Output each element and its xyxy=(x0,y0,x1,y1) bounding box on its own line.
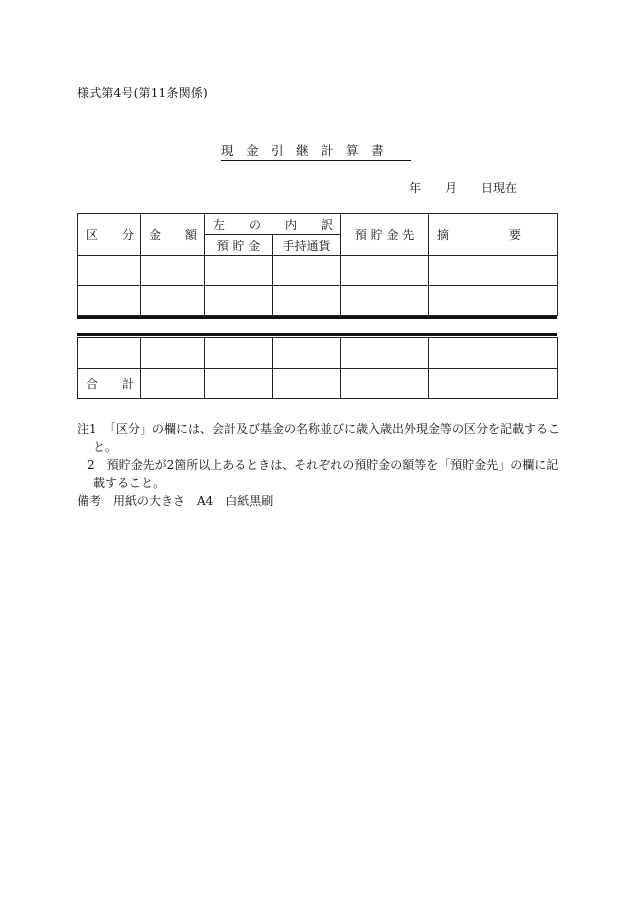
paper-remark: 備考 用紙の大きさ A4 白紙黒刷 xyxy=(77,494,274,508)
note-1-continued: と。 xyxy=(93,440,118,454)
note-1 xyxy=(77,420,562,438)
header-remarks: 摘 要 xyxy=(429,214,558,256)
title-double-underline xyxy=(221,160,411,161)
cash-handover-table xyxy=(77,213,558,316)
notes-section xyxy=(77,420,562,510)
as-of-date: 年 月 日現在 xyxy=(409,181,518,195)
form-number: 様式第4号(第11条関係) xyxy=(77,86,208,100)
header-deposit-bank: 預 貯 金 先 xyxy=(341,214,429,256)
total-label: 合 計 xyxy=(78,369,141,399)
total-row xyxy=(78,369,558,399)
table-row xyxy=(78,286,558,316)
note-1-label: 注1 xyxy=(77,422,97,436)
header-cash-on-hand: 手持通貨 xyxy=(273,235,341,256)
note-2-text: 2 預貯金先が2箇所以上あるときは、それぞれの預貯金の額等を「預貯金先」の欄に記 xyxy=(87,458,559,472)
header-breakdown: 左 の 内 訳 xyxy=(205,214,341,235)
document-title: 現 金 引 継 計 算 書 xyxy=(221,141,411,161)
table-row xyxy=(78,256,558,286)
cash-handover-table-continued xyxy=(77,337,558,399)
header-kubun: 区 分 xyxy=(78,214,141,256)
note-1-text: 「区分」の欄には、会計及び基金の名称並びに歳入歳出外現金等の区分を記載するこ xyxy=(104,422,561,436)
table-row xyxy=(78,338,558,369)
table-break-line xyxy=(77,316,557,319)
note-2-continued: 載すること。 xyxy=(93,476,166,490)
header-deposits: 預 貯 金 xyxy=(205,235,273,256)
table-break-line xyxy=(77,333,557,336)
header-kingaku: 金 額 xyxy=(141,214,205,256)
